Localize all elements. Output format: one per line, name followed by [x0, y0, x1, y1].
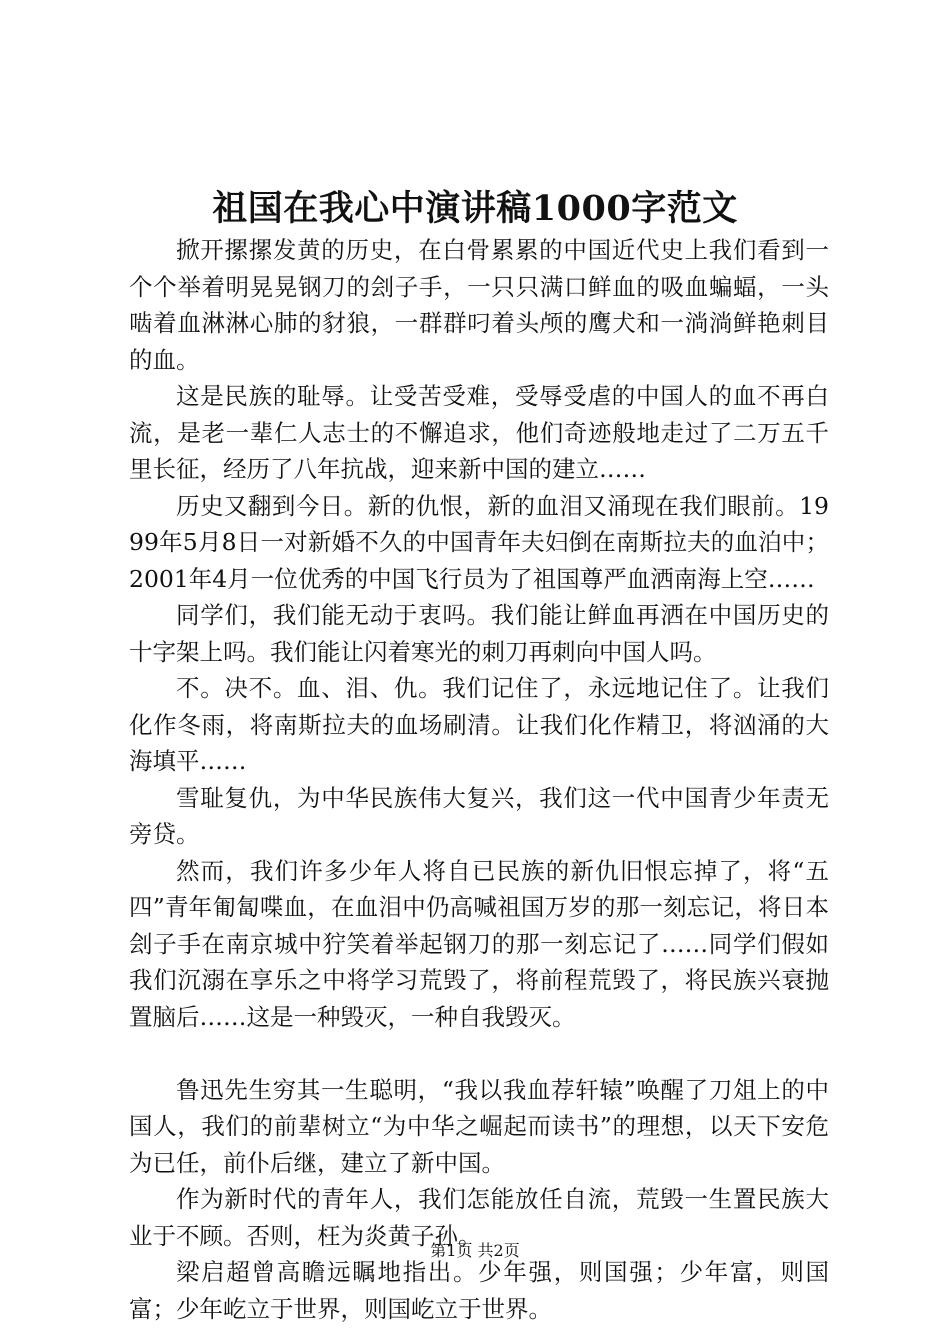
paragraph: 鲁迅先生穷其一生聪明，“我以我血荐轩辕”唤醒了刀俎上的中国人，我们的前辈树立“为中华之崛起而读书”的理想，以天下安危为已任，前仆后继，建立了新中国。 — [129, 1075, 829, 1177]
blank-line — [129, 1035, 829, 1072]
document-title: 祖国在我心中演讲稿1000字范文 — [212, 188, 738, 229]
page-number-footer: 第1页 共2页 — [430, 1241, 520, 1260]
paragraph: 同学们，我们能无动于衷吗。我们能让鲜血再洒在中国历史的十字架上吗。我们能让闪着寒光的刺刀再刺向中国人吗。 — [129, 601, 829, 666]
paragraph: 然而，我们许多少年人将自已民族的新仇旧恨忘掉了，将“五四”青年匍匐喋血，在血泪中仍高喊祖国万岁的那一刻忘记，将日本刽子手在南京城中狞笑着举起钢刀的那一刻忘记了……同学们假如我们沉溺在享乐之中将学习荒毁了，将前程荒毁了，将民族兴衰抛置脑后……这是一种毁灭，一种自我毁灭。 — [129, 856, 829, 1031]
paragraph: 梁启超曾高瞻远瞩地指出。少年强，则国强；少年富，则国富；少年屹立于世界，则国屹立于世界。 — [129, 1258, 829, 1323]
document-body — [129, 232, 829, 1327]
paragraph: 雪耻复仇，为中华民族伟大复兴，我们这一代中国青少年责无旁贷。 — [129, 783, 829, 848]
paragraph: 掀开摞摞发黄的历史，在白骨累累的中国近代史上我们看到一个个举着明晃晃钢刀的刽子手，一只只满口鲜血的吸血蝙蝠，一头啮着血淋淋心肺的豺狼，一群群叼着头颅的鹰犬和一淌淌鲜艳刺目的血。 — [129, 236, 829, 374]
paragraph: 这是民族的耻辱。让受苦受难，受辱受虐的中国人的血不再白流，是老一辈仁人志士的不懈追求，他们奇迹般地走过了二万五千里长征，经历了八年抗战，迎来新中国的建立…… — [129, 382, 829, 483]
paragraph: 历史又翻到今日。新的仇恨，新的血泪又涌现在我们眼前。1999年5月8日一对新婚不久的中国青年夫妇倒在南斯拉夫的血泊中；2001年4月一位优秀的中国飞行员为了祖国尊严血洒南海上空…… — [129, 491, 829, 593]
paragraph: 作为新时代的青年人，我们怎能放任自流，荒毁一生置民族大业于不顾。否则，枉为炎黄子孙。 — [129, 1185, 829, 1250]
paragraph: 不。决不。血、泪、仇。我们记住了，永远地记住了。让我们化作冬雨，将南斯拉夫的血场刷清。让我们化作精卫，将汹涌的大海填平…… — [129, 674, 829, 775]
